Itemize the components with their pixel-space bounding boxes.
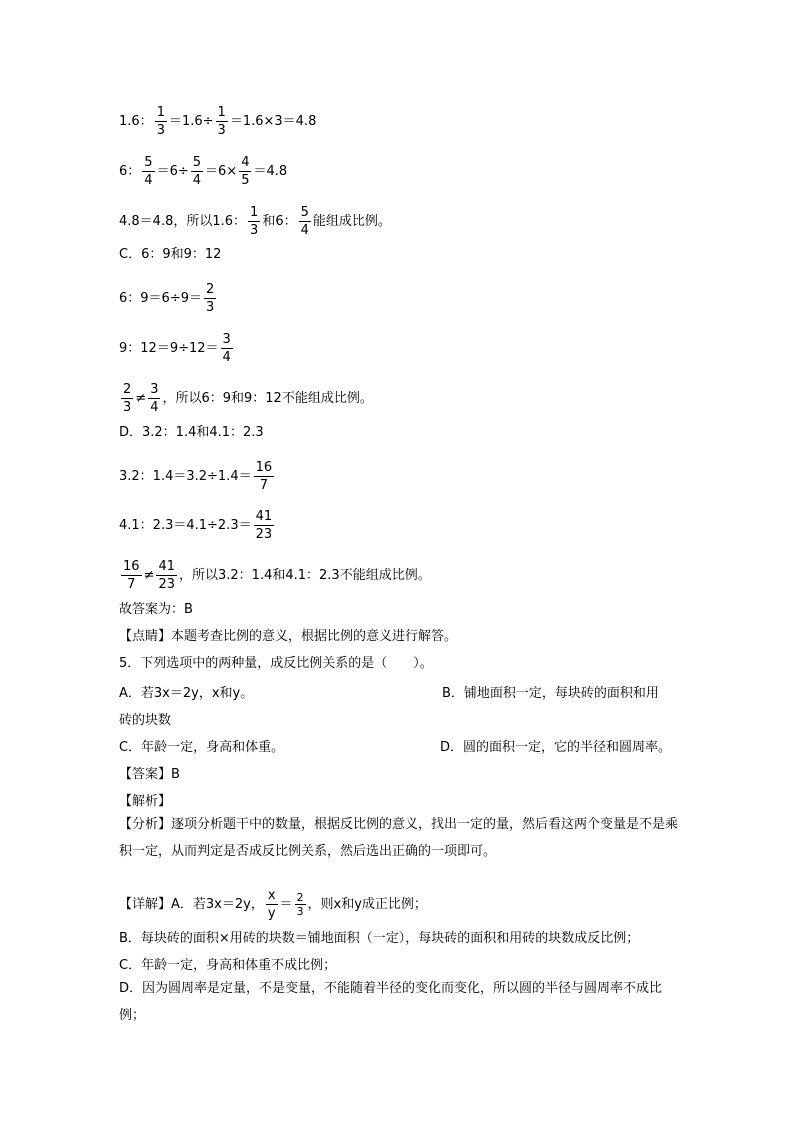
numerator: 5 bbox=[192, 155, 202, 170]
numerator: 3 bbox=[150, 382, 159, 397]
q5-detail-a bbox=[119, 887, 427, 922]
text: 4.8＝4.8，所以1.6： bbox=[119, 214, 247, 229]
not-equal-sign: ≠ bbox=[143, 568, 155, 583]
numerator: 5 bbox=[300, 205, 309, 220]
fraction bbox=[121, 558, 142, 593]
text: 4.1：2.3＝4.1÷2.3＝ bbox=[119, 518, 252, 533]
fraction bbox=[239, 154, 251, 189]
text: ＝1.6÷ bbox=[168, 114, 214, 129]
question-5-stem: 5．下列选项中的两种量，成反比例关系的是（ ）。 bbox=[119, 656, 433, 671]
fraction bbox=[254, 459, 275, 494]
q5-answer: 【答案】B bbox=[119, 767, 180, 782]
text: ＝4.8 bbox=[253, 164, 288, 179]
answer-line: 故答案为：B bbox=[119, 602, 193, 617]
text: 1.6： bbox=[119, 114, 153, 129]
text: 3.2：1.4＝3.2÷1.4＝ bbox=[119, 469, 252, 484]
text: 【详解】A．若3x＝2y， bbox=[119, 897, 264, 912]
numerator: 2 bbox=[296, 891, 304, 904]
fraction bbox=[121, 381, 133, 416]
fraction bbox=[295, 891, 306, 918]
denominator: 3 bbox=[250, 223, 259, 238]
denominator: 4 bbox=[192, 173, 202, 188]
denominator: 3 bbox=[156, 123, 165, 138]
text: 能组成比例。 bbox=[312, 214, 391, 229]
q5-detail-d: D．因为圆周率是定量，不是变量，不能随着半径的变化而变化，所以圆的半径与圆周率不成比例； bbox=[119, 981, 663, 1023]
numerator: x bbox=[267, 888, 276, 903]
text: 6：9＝6÷9＝ bbox=[119, 291, 202, 306]
numerator: 16 bbox=[123, 559, 140, 574]
text: 6： bbox=[119, 164, 141, 179]
denominator: 23 bbox=[158, 577, 175, 592]
numerator: 41 bbox=[158, 559, 175, 574]
q5-analysis: 【分析】逐项分析题干中的数量，根据反比例的意义，找出一定的量，然后看这两个变量是不是乘积一定，从而判定是否成反比例关系，然后选出正确的一项即可。 bbox=[119, 817, 679, 859]
text: ，所以3.2：1.4和4.1：2.3不能组成比例。 bbox=[179, 568, 431, 583]
ratio-line-c1 bbox=[119, 281, 218, 316]
numerator: 1 bbox=[250, 205, 259, 220]
numerator: 2 bbox=[205, 282, 215, 297]
fraction bbox=[191, 154, 203, 189]
text: ＝1.6×3＝4.8 bbox=[229, 114, 317, 129]
denominator: 5 bbox=[241, 173, 250, 188]
text: ，所以6：9和9：12不能组成比例。 bbox=[162, 391, 373, 406]
fraction bbox=[266, 887, 278, 922]
text: ＝6÷ bbox=[156, 164, 189, 179]
fraction bbox=[221, 331, 233, 366]
denominator: 4 bbox=[150, 400, 159, 415]
q5-detail-b: B．每块砖的面积×用砖的块数＝铺地面积（一定），每块砖的面积和用砖的块数成反比例； bbox=[119, 931, 640, 946]
ratio-line-d1 bbox=[119, 459, 276, 494]
not-equal-sign: ≠ bbox=[135, 391, 147, 406]
denominator: 23 bbox=[255, 527, 273, 542]
numerator: 41 bbox=[255, 509, 273, 524]
q5-option-c: C．年龄一定，身高和体重。 bbox=[119, 740, 285, 755]
ratio-line-d2 bbox=[119, 508, 276, 543]
q5-option-b: B．铺地面积一定，每块砖的面积和用 bbox=[442, 686, 659, 701]
comment-line: 【点睛】本题考查比例的意义，根据比例的意义进行解答。 bbox=[119, 629, 458, 644]
numerator: 1 bbox=[217, 105, 226, 120]
denominator: 4 bbox=[300, 223, 309, 238]
q5-detail-c: C．年龄一定，身高和体重不成比例； bbox=[119, 958, 337, 973]
q5-option-a: A．若3x＝2y，x和y。 bbox=[119, 686, 254, 701]
denominator: 3 bbox=[205, 300, 215, 315]
text: 和6： bbox=[262, 214, 297, 229]
numerator: 4 bbox=[241, 155, 250, 170]
option-c-heading: C．6：9和9：12 bbox=[119, 247, 222, 262]
q5-option-b-continued: 砖的块数 bbox=[119, 713, 172, 728]
numerator: 5 bbox=[144, 155, 153, 170]
text: ＝ bbox=[279, 897, 293, 912]
q5-option-d: D．圆的面积一定，它的半径和圆周率。 bbox=[440, 740, 672, 755]
numerator: 1 bbox=[156, 105, 165, 120]
ratio-line-c2 bbox=[119, 331, 235, 366]
denominator: 4 bbox=[222, 350, 231, 365]
fraction bbox=[204, 281, 216, 316]
q5-jiexi-heading: 【解析】 bbox=[119, 794, 172, 809]
text: 9：12＝9÷12＝ bbox=[119, 341, 219, 356]
fraction bbox=[148, 381, 160, 416]
ratio-conclusion-d bbox=[119, 558, 431, 593]
numerator: 2 bbox=[123, 382, 132, 397]
ratio-conclusion-b bbox=[119, 204, 391, 239]
ratio-conclusion-c bbox=[119, 381, 373, 416]
numerator: 3 bbox=[222, 332, 231, 347]
denominator: 3 bbox=[217, 123, 226, 138]
denominator: 3 bbox=[296, 905, 304, 918]
denominator: 3 bbox=[123, 400, 132, 415]
denominator: y bbox=[267, 906, 276, 921]
fraction bbox=[142, 154, 154, 189]
fraction bbox=[254, 508, 275, 543]
denominator: 4 bbox=[144, 173, 153, 188]
text: ，则x和y成正比例； bbox=[307, 897, 427, 912]
fraction bbox=[216, 104, 228, 139]
fraction bbox=[155, 104, 167, 139]
fraction bbox=[248, 204, 260, 239]
denominator: 7 bbox=[127, 577, 136, 592]
ratio-line-1 bbox=[119, 104, 316, 139]
text: ＝6× bbox=[205, 164, 238, 179]
denominator: 7 bbox=[259, 478, 268, 493]
fraction bbox=[299, 204, 311, 239]
fraction bbox=[156, 558, 177, 593]
numerator: 16 bbox=[255, 460, 273, 475]
option-d-heading: D．3.2：1.4和4.1：2.3 bbox=[119, 425, 264, 440]
ratio-line-2 bbox=[119, 154, 287, 189]
